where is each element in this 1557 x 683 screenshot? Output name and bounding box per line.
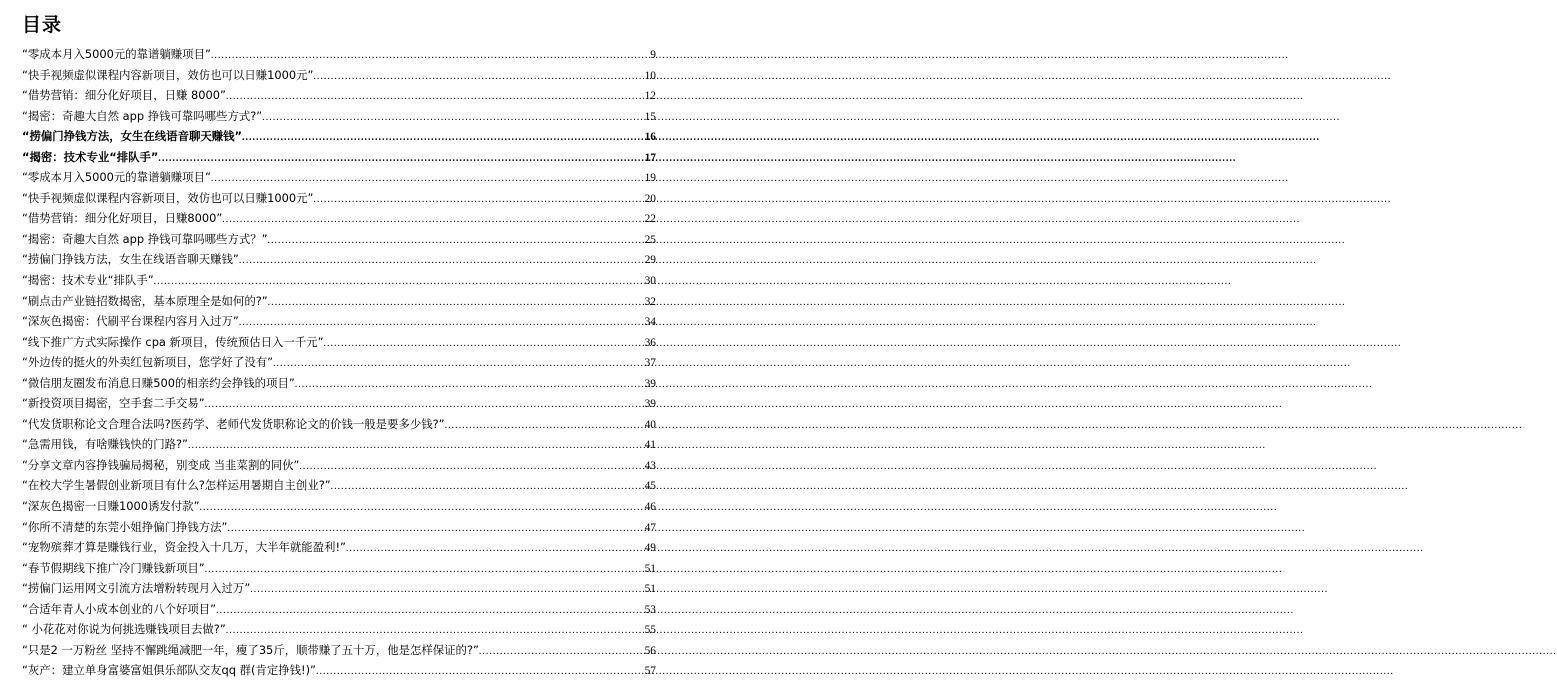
toc-entry-page-number: 34 bbox=[644, 316, 656, 329]
dot-leader bbox=[313, 67, 643, 88]
toc-entry-title: “微信朋友圈发布消息日赚500的相亲约会挣钱的项目” bbox=[22, 375, 295, 390]
dot-leader bbox=[239, 251, 644, 272]
dot-leader bbox=[479, 642, 644, 663]
dot-leader bbox=[268, 231, 644, 252]
toc-entry-title: “代发货职称论文合理合法吗?医药学、老师代发货职称论文的价钱一般是要多少钱?” bbox=[22, 416, 445, 431]
toc-entry-page-number: 46 bbox=[644, 501, 656, 514]
dot-leader bbox=[346, 539, 644, 560]
toc-entry-page-number: 51 bbox=[644, 583, 656, 596]
toc-entry-title: “灰产：建立单身富婆富姐俱乐部队交友qq 群(肯定挣钱!)” bbox=[22, 663, 316, 678]
toc-entry[interactable] bbox=[22, 455, 656, 476]
dot-leader bbox=[211, 169, 644, 190]
toc-entry-title: “零成本月入5000元的靠谱躺赚项目” bbox=[22, 170, 211, 185]
toc-entry[interactable] bbox=[22, 332, 656, 353]
dot-leader bbox=[154, 272, 644, 293]
toc-entry[interactable] bbox=[22, 167, 656, 188]
dot-leader bbox=[227, 519, 643, 540]
toc-entry[interactable] bbox=[22, 291, 656, 312]
toc-entry[interactable] bbox=[22, 311, 656, 332]
toc-entry-title: “捞偏门挣钱方法，女生在线语音聊天赚钱” bbox=[22, 129, 243, 144]
toc-entry-title: “急需用钱，有啥赚钱快的门路?” bbox=[22, 437, 188, 452]
toc-entry-page-number: 32 bbox=[644, 295, 656, 308]
toc-entry-page-number: 47 bbox=[644, 521, 656, 534]
toc-entry-page-number: 36 bbox=[644, 336, 656, 349]
toc-entry[interactable] bbox=[22, 85, 656, 106]
toc-entry-title: “春节假期线下推广冷门赚钱新项目” bbox=[22, 560, 205, 575]
toc-entry-page-number: 37 bbox=[644, 357, 656, 370]
toc-entry[interactable] bbox=[22, 188, 656, 209]
dot-leader bbox=[226, 87, 644, 108]
dot-leader bbox=[188, 436, 644, 457]
toc-entry[interactable] bbox=[22, 249, 656, 270]
toc-entry-title: “揭密：技术专业“排队手” bbox=[22, 149, 159, 164]
dot-leader bbox=[273, 354, 644, 375]
toc-entry-page-number: 9 bbox=[650, 49, 656, 61]
toc-entry[interactable] bbox=[22, 414, 656, 435]
dot-leader bbox=[268, 293, 644, 314]
toc-entry[interactable] bbox=[22, 660, 656, 681]
toc-entry[interactable] bbox=[22, 208, 656, 229]
toc-entry-title: “捞偏门运用网文引流方法增粉转现月入过万” bbox=[22, 581, 251, 596]
toc-entry[interactable] bbox=[22, 106, 656, 127]
toc-entry-title: “快手视频虚似课程内容新项目，效仿也可以日赚1000元” bbox=[22, 190, 314, 205]
toc-entry[interactable] bbox=[22, 517, 656, 538]
dot-leader bbox=[295, 375, 644, 396]
dot-leader bbox=[239, 313, 644, 334]
toc-entry-page-number: 56 bbox=[644, 644, 656, 657]
dot-leader bbox=[226, 621, 644, 642]
toc-entry[interactable] bbox=[22, 558, 656, 579]
dot-leader bbox=[316, 662, 644, 683]
dot-leader bbox=[199, 498, 643, 519]
toc-entry-page-number: 22 bbox=[644, 213, 656, 226]
toc-entry-title: “借势营销：细分化好项目，日赚 8000” bbox=[22, 88, 226, 103]
toc-entry[interactable] bbox=[22, 147, 656, 168]
toc-entry[interactable] bbox=[22, 640, 656, 661]
toc-entry-page-number: 15 bbox=[644, 110, 656, 123]
toc-entry[interactable] bbox=[22, 537, 656, 558]
toc-entry[interactable] bbox=[22, 496, 656, 517]
toc-entry-title: “外边传的挺火的外卖红包新项目，您学好了没有” bbox=[22, 355, 274, 370]
toc-entry-title: “深灰色揭密：代刷平台课程内容月入过万” bbox=[22, 314, 239, 329]
dot-leader bbox=[324, 334, 644, 355]
dot-leader bbox=[250, 580, 643, 601]
dot-leader bbox=[205, 560, 644, 581]
toc-title: 目录 bbox=[22, 14, 63, 36]
toc-entry-title: “揭密：奇趣大自然 app 挣钱可靠吗哪些方式?” bbox=[22, 108, 263, 123]
toc-entry-title: “只是2 一万粉丝 坚持不懈跳绳减肥一年，瘦了35斤，顺带赚了五十万，他是怎样保证的?” bbox=[22, 642, 479, 657]
toc-entry-title: “刷点击产业链招数揭密，基本原理全是如何的?” bbox=[22, 293, 268, 308]
toc-entry[interactable] bbox=[22, 126, 656, 147]
toc-entry-page-number: 29 bbox=[644, 254, 656, 267]
toc-entry-page-number: 57 bbox=[644, 665, 656, 678]
toc-entry-title: “分享文章内容挣钱骗局揭秘，别变成 当韭菜割的同伙” bbox=[22, 457, 300, 472]
toc-entry-title: “在校大学生暑假创业新项目有什么?怎样运用暑期自主创业?” bbox=[22, 478, 331, 493]
toc-entry-page-number: 17 bbox=[644, 151, 656, 164]
toc-entry-title: “新投资项目揭密，空手套二手交易” bbox=[22, 396, 205, 411]
toc-entry[interactable] bbox=[22, 270, 656, 291]
toc-entry-title: “快手视频虚似课程内容新项目，效仿也可以日赚1000元” bbox=[22, 67, 314, 82]
dot-leader bbox=[262, 108, 643, 129]
toc-entry-title: “零成本月入5000元的靠谱躺赚项目” bbox=[22, 47, 211, 61]
dot-leader bbox=[158, 149, 643, 170]
toc-entry[interactable] bbox=[22, 475, 656, 496]
toc-entry-title: “你所不清楚的东莞小姐挣偏门挣钱方法” bbox=[22, 519, 228, 534]
toc-list bbox=[22, 44, 656, 681]
dot-leader bbox=[216, 601, 644, 622]
toc-entry[interactable] bbox=[22, 393, 656, 414]
toc-entry-title: “ 小花花对你说为何挑选赚钱项目去做?” bbox=[22, 622, 226, 637]
toc-entry[interactable] bbox=[22, 619, 656, 640]
toc-entry-page-number: 30 bbox=[644, 275, 656, 288]
toc-entry[interactable] bbox=[22, 65, 656, 86]
toc-entry-page-number: 10 bbox=[644, 69, 656, 82]
toc-entry-page-number: 40 bbox=[644, 418, 656, 431]
toc-entry-page-number: 20 bbox=[644, 192, 656, 205]
toc-entry[interactable] bbox=[22, 578, 656, 599]
toc-entry-title: “宠物殡葬才算是赚钱行业，资金投入十几万，大半年就能盈利!” bbox=[22, 540, 346, 555]
toc-entry[interactable] bbox=[22, 352, 656, 373]
dot-leader bbox=[211, 46, 649, 67]
toc-entry-page-number: 12 bbox=[644, 90, 656, 103]
toc-entry-page-number: 39 bbox=[644, 377, 656, 390]
toc-entry-title: “捞偏门挣钱方法，女生在线语音聊天赚钱” bbox=[22, 252, 239, 267]
dot-leader bbox=[222, 210, 643, 231]
toc-entry-title: “深灰色揭密一日赚1000诱发付款” bbox=[22, 499, 200, 514]
toc-entry[interactable] bbox=[22, 229, 656, 250]
dot-leader bbox=[242, 128, 644, 149]
toc-entry-page-number: 43 bbox=[644, 459, 656, 472]
dot-leader bbox=[445, 416, 644, 437]
toc-entry-page-number: 16 bbox=[644, 131, 656, 144]
toc-entry-page-number: 49 bbox=[644, 542, 656, 555]
dot-leader bbox=[299, 457, 643, 478]
toc-entry-page-number: 55 bbox=[644, 624, 656, 637]
toc-entry-title: “合适年青人小成本创业的八个好项目” bbox=[22, 601, 217, 616]
dot-leader bbox=[205, 395, 644, 416]
toc-entry-title: “线下推广方式实际操作 cpa 新项目，传统预估日入一千元” bbox=[22, 334, 324, 349]
dot-leader bbox=[331, 477, 644, 498]
toc-entry[interactable] bbox=[22, 373, 656, 394]
toc-entry-title: “揭密：技术专业“排队手” bbox=[22, 273, 154, 288]
toc-entry-page-number: 19 bbox=[644, 172, 656, 185]
toc-entry[interactable] bbox=[22, 434, 656, 455]
toc-entry-title: “揭密：奇趣大自然 app 挣钱可靠吗哪些方式？” bbox=[22, 231, 268, 246]
toc-entry-page-number: 25 bbox=[644, 233, 656, 246]
toc-entry[interactable] bbox=[22, 599, 656, 620]
toc-entry[interactable] bbox=[22, 44, 656, 65]
toc-entry-page-number: 45 bbox=[644, 480, 656, 493]
toc-entry-page-number: 41 bbox=[644, 439, 656, 452]
toc-entry-page-number: 39 bbox=[644, 398, 656, 411]
dot-leader bbox=[313, 190, 643, 211]
toc-entry-page-number: 51 bbox=[644, 562, 656, 575]
toc-entry-page-number: 53 bbox=[644, 603, 656, 616]
toc-entry-title: “借势营销：细分化好项目，日赚8000” bbox=[22, 211, 223, 226]
